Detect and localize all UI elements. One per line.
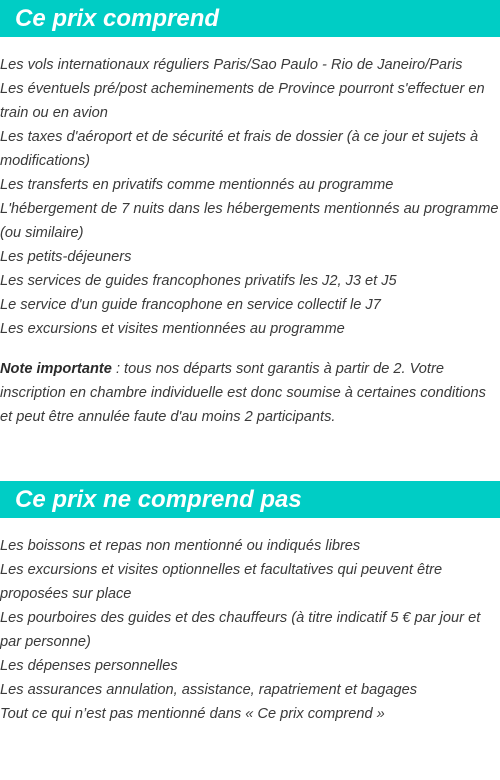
list-item: Tout ce qui n’est pas mentionné dans « Ce prix comprend » — [0, 706, 385, 722]
included-section-title: Ce prix comprend — [0, 0, 500, 37]
list-item: Les services de guides francophones privatifs les J2, J3 et J5 — [0, 273, 397, 289]
list-item: Les transferts en privatifs comme mentionnés au programme — [0, 177, 394, 193]
list-item: Les pourboires des guides et des chauffeurs (à titre indicatif 5 € par jour et par personne) — [0, 610, 481, 650]
list-item: Les dépenses personnelles — [0, 658, 178, 674]
excluded-list — [0, 534, 500, 726]
important-note — [0, 357, 500, 429]
list-item: Le service d'un guide francophone en service collectif le J7 — [0, 297, 381, 313]
list-item: Les éventuels pré/post acheminements de Province pourront s'effectuer en train ou en avion — [0, 81, 485, 121]
included-list — [0, 53, 500, 341]
list-item: L'hébergement de 7 nuits dans les hébergements mentionnés au programme (ou similaire) — [0, 201, 499, 241]
note-text: : tous nos départs sont garantis à partir de 2. Votre inscription en chambre individuelle est donc soumise à certaines conditions et peut être annulée faute d'au moins 2 participants. — [0, 361, 486, 425]
list-item: Les boissons et repas non mentionné ou indiqués libres — [0, 538, 361, 554]
list-item: Les vols internationaux réguliers Paris/Sao Paulo - Rio de Janeiro/Paris — [0, 57, 463, 73]
list-item: Les petits-déjeuners — [0, 249, 132, 265]
note-label: Note importante — [0, 361, 112, 377]
list-item: Les excursions et visites mentionnées au programme — [0, 321, 345, 337]
excluded-section-title: Ce prix ne comprend pas — [0, 481, 500, 518]
list-item: Les assurances annulation, assistance, rapatriement et bagages — [0, 682, 417, 698]
list-item: Les excursions et visites optionnelles et facultatives qui peuvent être proposées sur place — [0, 562, 443, 602]
list-item: Les taxes d'aéroport et de sécurité et frais de dossier (à ce jour et sujets à modifications) — [0, 129, 479, 169]
